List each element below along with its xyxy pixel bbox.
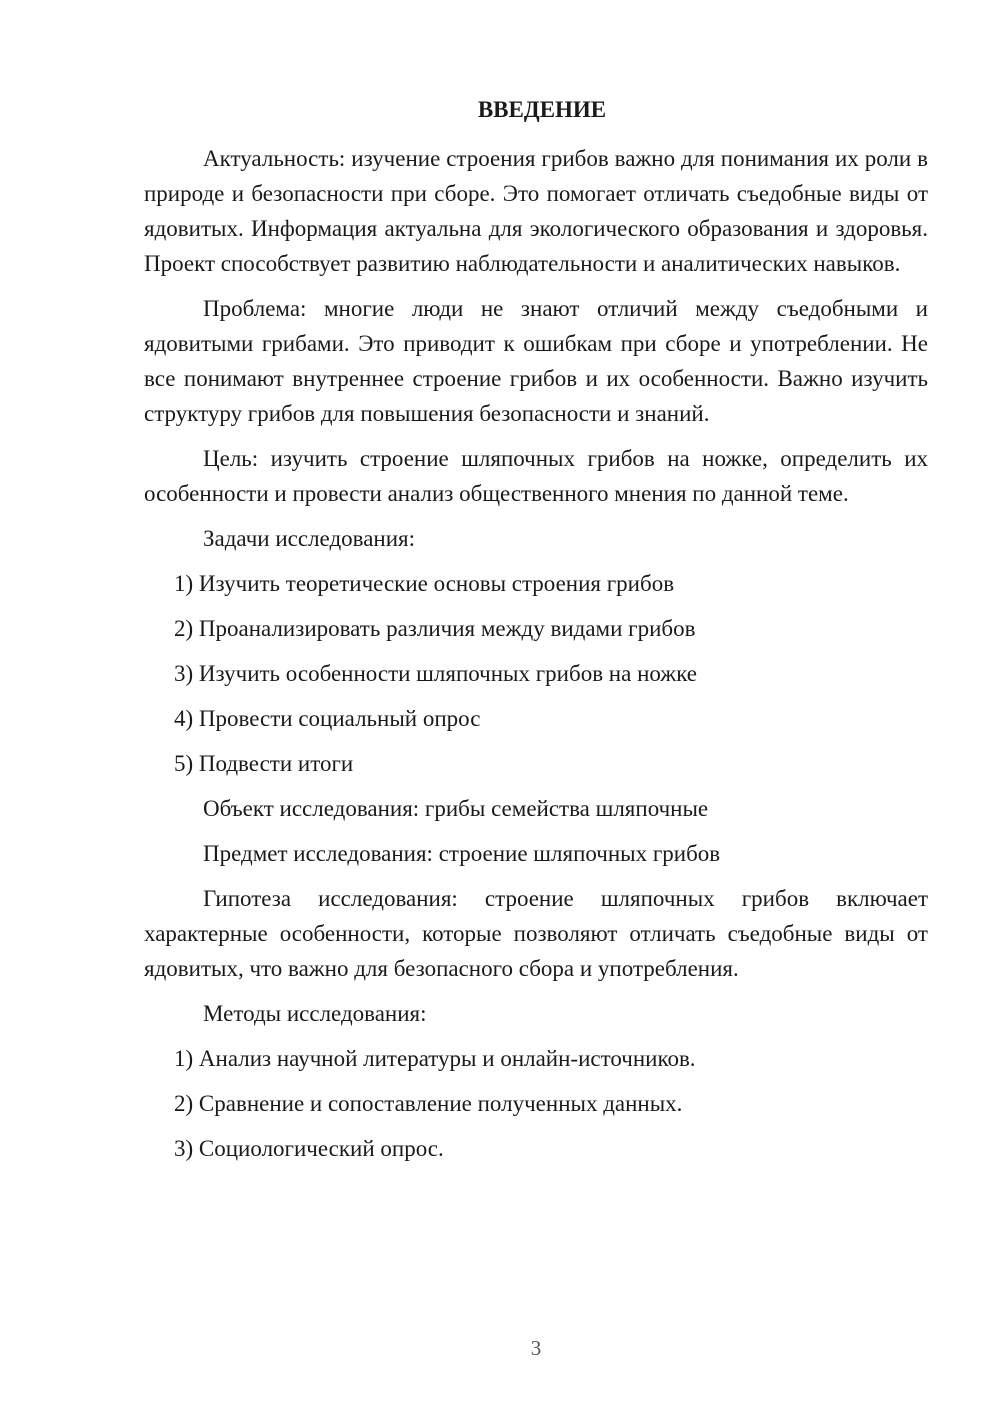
page-number: 3 (530, 1336, 542, 1360)
goal-paragraph: Цель: изучить строение шляпочных грибов на ножке, определить их особенности и провести анализ общественного мнения по данной теме. (144, 446, 928, 506)
research-object: Объект исследования: грибы семейства шляпочные (203, 796, 709, 821)
tasks-list-item: 2) Проанализировать различия между видами грибов (174, 616, 696, 641)
hypothesis-paragraph: Гипотеза исследования: строение шляпочных грибов включает характерные особенности, которые позволяют отличать съедобные виды от ядовитых, что важно для безопасного сбора и употребления. (144, 886, 928, 981)
tasks-list-item: 4) Провести социальный опрос (174, 706, 481, 731)
methods-list-item: 2) Сравнение и сопоставление полученных данных. (174, 1091, 683, 1116)
tasks-list (144, 566, 928, 781)
relevance-paragraph: Актуальность: изучение строения грибов важно для понимания их роли в природе и безопасности при сборе. Это помогает отличать съедобные виды от ядовитых. Информация актуальна для экологического образования и здоровья. Проект способствует развитию наблюдательности и аналитических навыков. (144, 146, 928, 276)
section-heading: ВВЕДЕНИЕ (477, 97, 607, 122)
tasks-list-item: 5) Подвести итоги (174, 751, 354, 776)
methods-title: Методы исследования: (203, 1001, 427, 1026)
methods-list-item: 1) Анализ научной литературы и онлайн-источников. (174, 1046, 696, 1071)
methods-list-item: 3) Социологический опрос. (174, 1136, 444, 1161)
methods-list (144, 1041, 928, 1166)
tasks-title: Задачи исследования: (203, 526, 416, 551)
page-content (144, 92, 928, 1176)
research-subject: Предмет исследования: строение шляпочных грибов (203, 841, 721, 866)
problem-paragraph: Проблема: многие люди не знают отличий между съедобными и ядовитыми грибами. Это приводит к ошибкам при сборе и употреблении. Не все понимают внутреннее строение грибов и их особенности. Важно изучить структуру грибов для повышения безопасности и знаний. (144, 296, 928, 426)
tasks-list-item: 3) Изучить особенности шляпочных грибов на ножке (174, 661, 698, 686)
tasks-list-item: 1) Изучить теоретические основы строения грибов (174, 571, 675, 596)
